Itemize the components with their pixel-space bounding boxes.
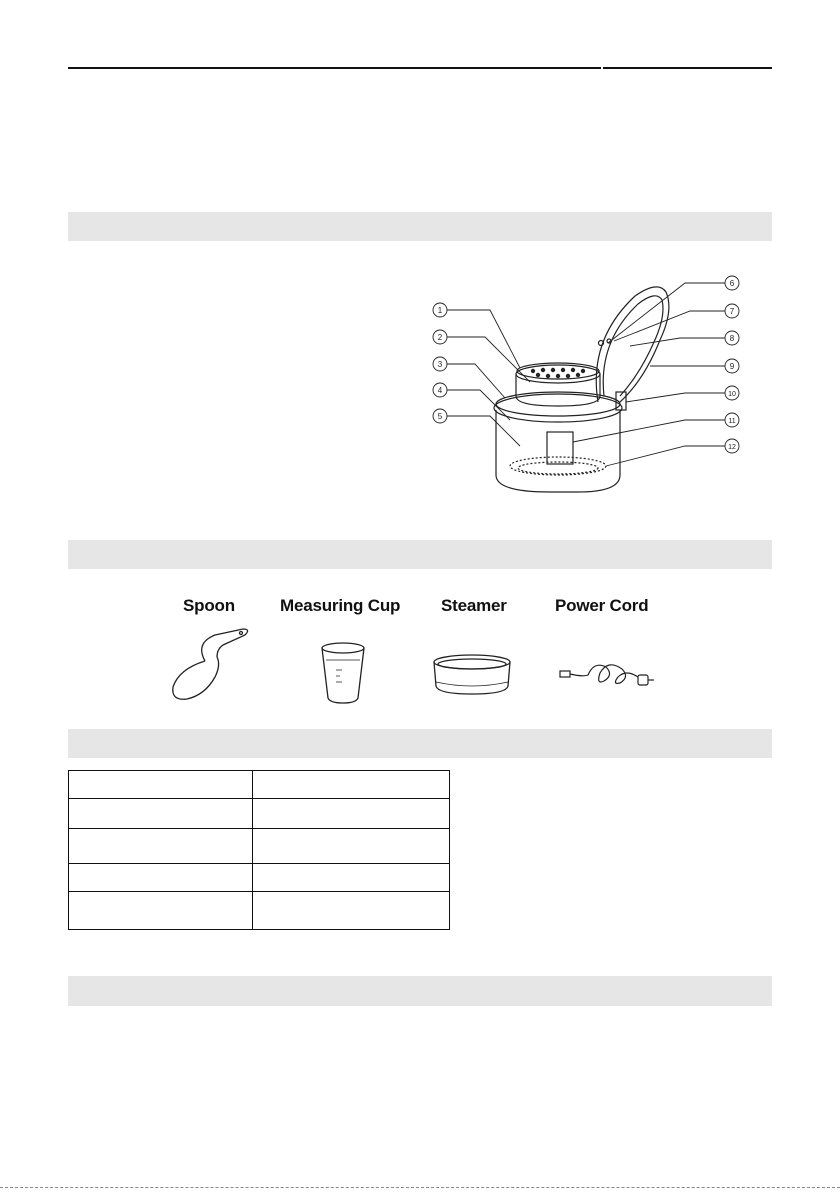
callout-12: 12 (728, 444, 736, 451)
accessory-label-measuring-cup: Measuring Cup (280, 596, 401, 615)
heating-plate (510, 457, 606, 475)
page-footer-dashed-line (0, 1187, 840, 1188)
callout-4: 4 (437, 386, 443, 395)
spec-value-cell (253, 829, 450, 864)
cooker-rim (494, 394, 622, 422)
spec-value-cell (253, 864, 450, 892)
callout-2: 2 (437, 333, 443, 342)
spec-label-cell (69, 892, 253, 930)
callout-10: 10 (728, 391, 736, 398)
spec-value-cell (253, 771, 450, 799)
section-bar-specifications (68, 729, 772, 758)
header-rule (68, 67, 772, 69)
spec-value-cell (253, 892, 450, 930)
power-cord-image (558, 655, 658, 695)
section-bar-operation (68, 976, 772, 1006)
callout-11: 11 (728, 418, 736, 425)
table-row (69, 864, 450, 892)
callout-9: 9 (729, 362, 735, 371)
callout-8: 8 (729, 334, 735, 343)
callout-1: 1 (437, 306, 443, 315)
callout-3: 3 (437, 360, 443, 369)
header-rule-break (601, 64, 603, 70)
spoon-image (165, 625, 255, 705)
callout-6: 6 (729, 279, 735, 288)
accessory-label-power-cord: Power Cord (555, 596, 649, 615)
steamer-image (430, 652, 514, 698)
callout-7: 7 (729, 307, 735, 316)
table-row (69, 771, 450, 799)
spec-label-cell (69, 799, 253, 829)
steamer-holes (531, 368, 585, 378)
table-row (69, 829, 450, 864)
section-bar-accessories (68, 540, 772, 569)
table-row (69, 892, 450, 930)
rice-cooker-diagram (430, 270, 750, 500)
measuring-cup-image (318, 640, 368, 706)
accessory-label-spoon: Spoon (183, 596, 235, 615)
callout-5: 5 (437, 412, 443, 421)
control-panel (547, 432, 573, 464)
spec-label-cell (69, 829, 253, 864)
table-row (69, 799, 450, 829)
spec-value-cell (253, 799, 450, 829)
spec-table (68, 770, 450, 930)
spec-label-cell (69, 771, 253, 799)
section-bar-product-parts (68, 212, 772, 241)
spec-label-cell (69, 864, 253, 892)
accessory-label-steamer: Steamer (441, 596, 507, 615)
